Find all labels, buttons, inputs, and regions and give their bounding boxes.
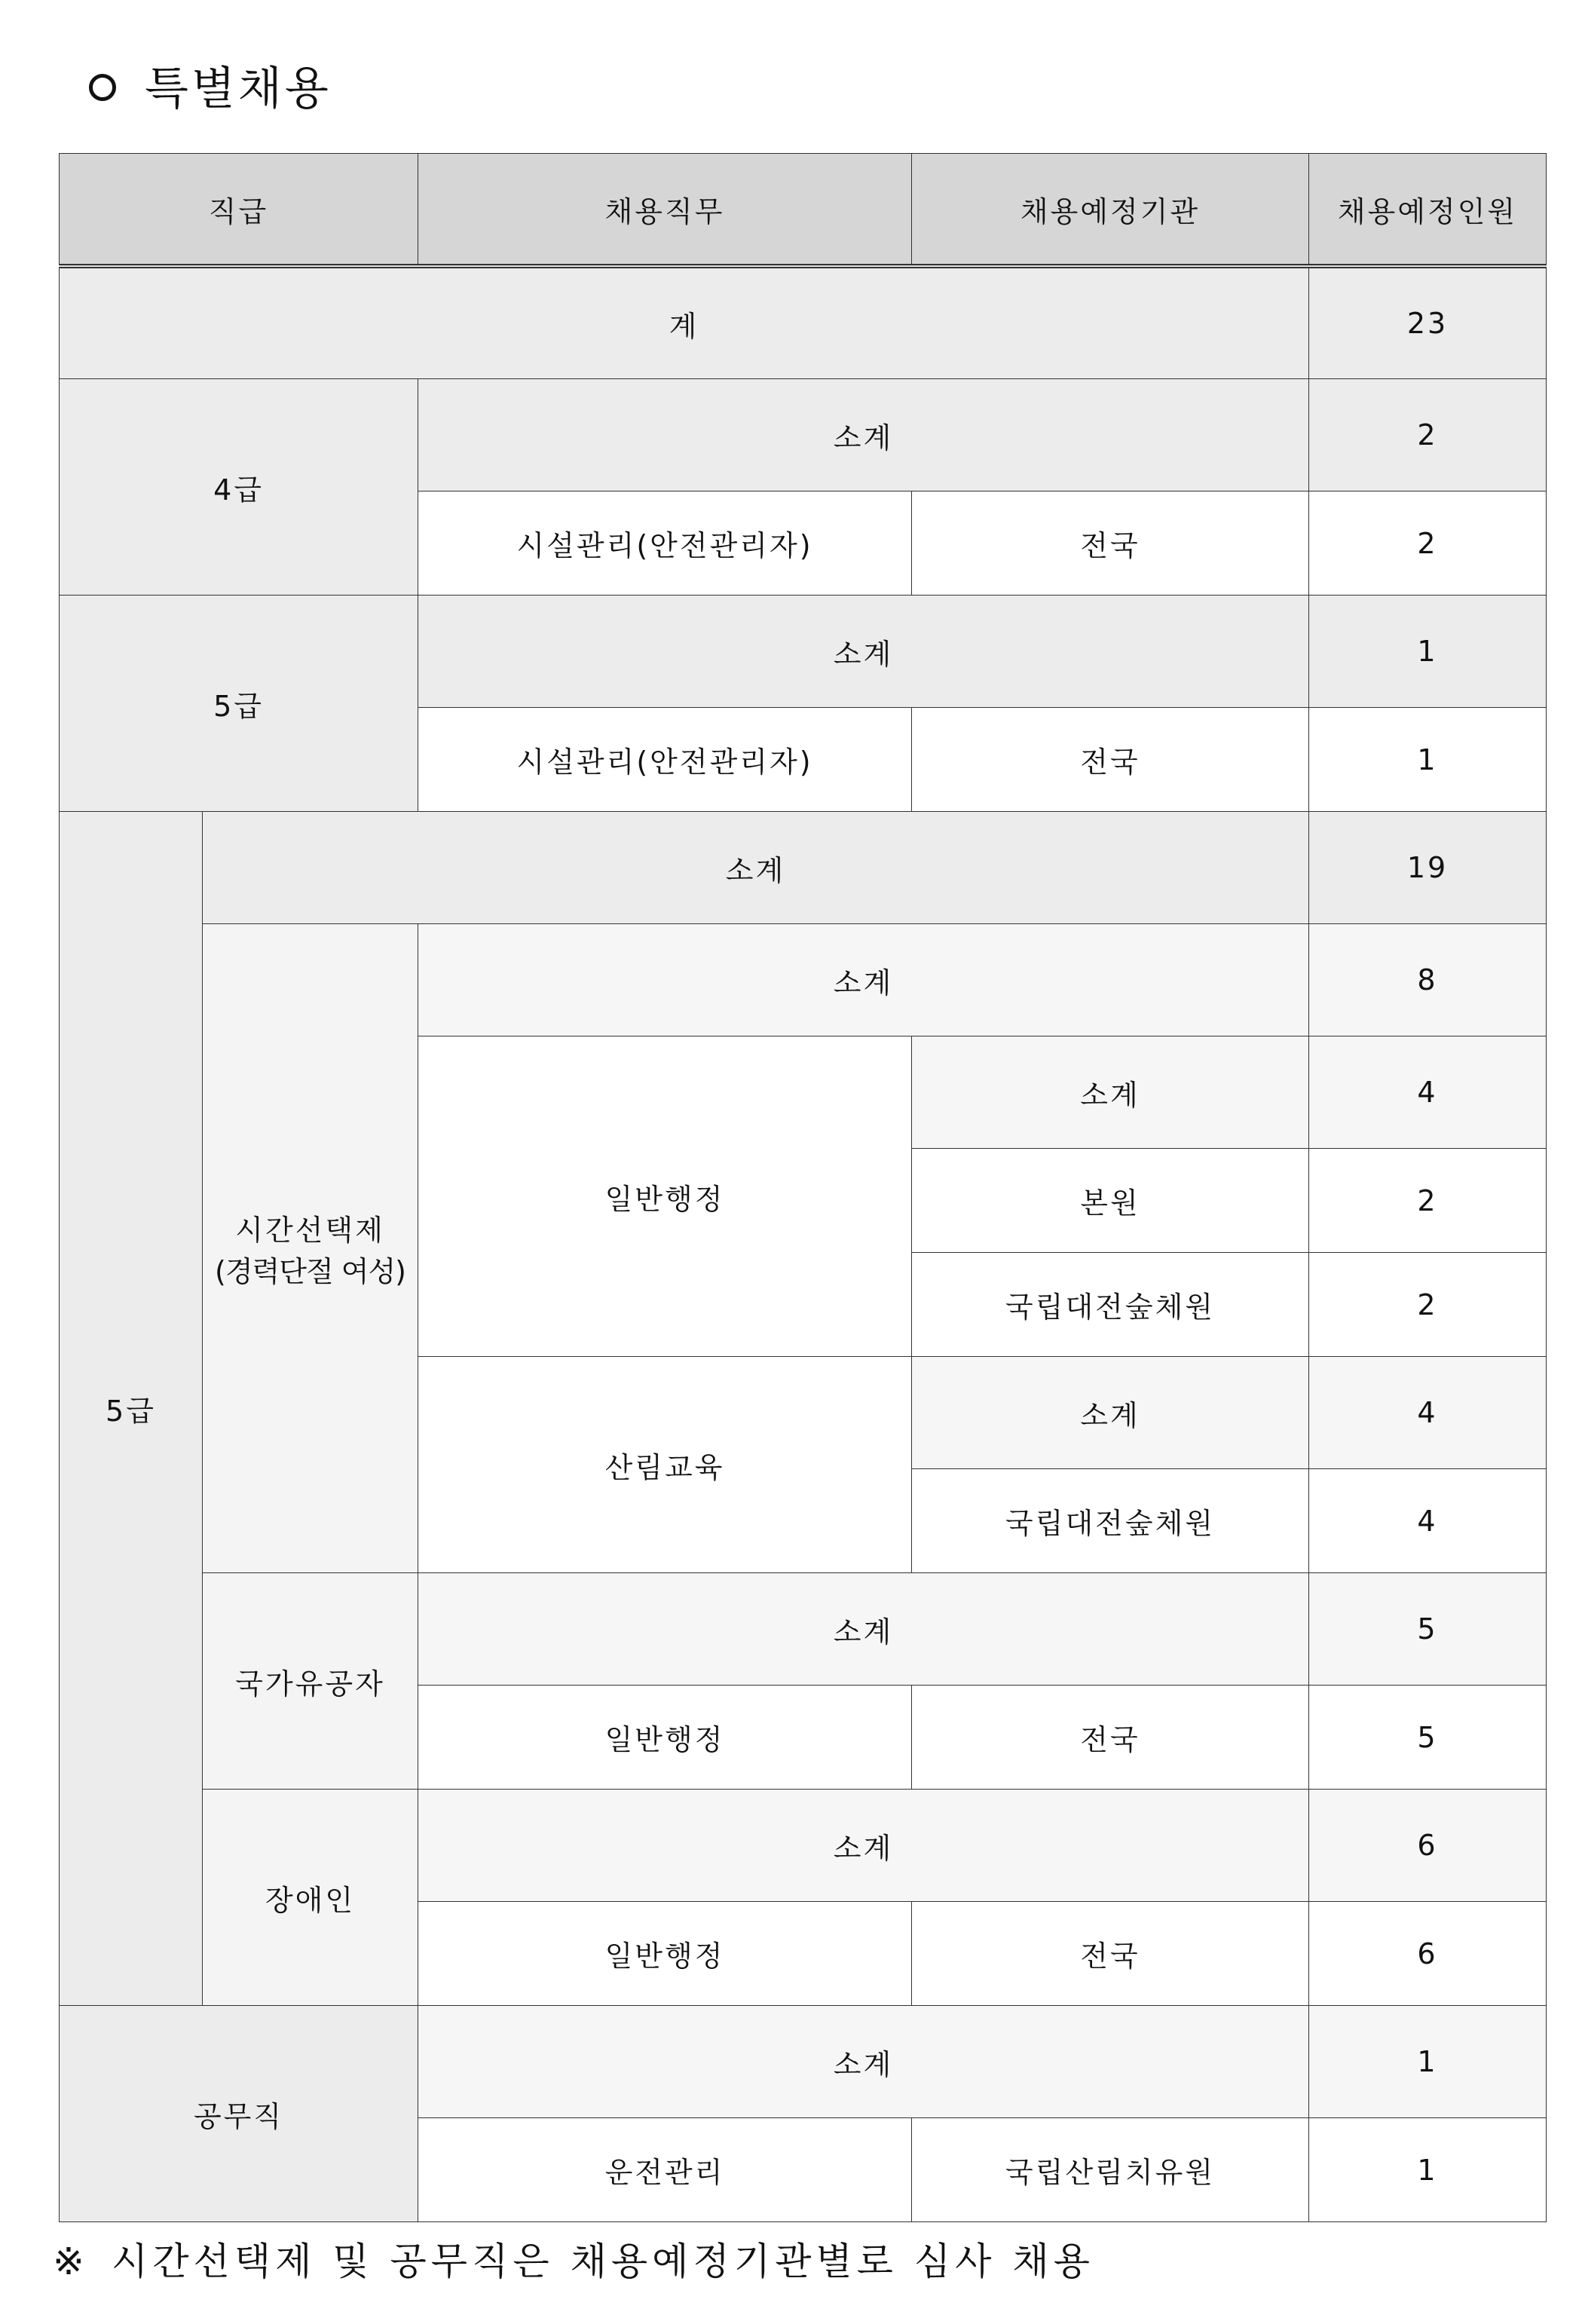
public-worker-label: 공무직 — [60, 2006, 418, 2222]
header-count: 채용예정인원 — [1309, 154, 1547, 267]
subtotal-value: 1 — [1309, 2006, 1547, 2118]
subtotal-label: 소계 — [912, 1357, 1309, 1469]
subtotal-value: 19 — [1309, 812, 1547, 924]
table-row — [60, 379, 1547, 491]
count-cell: 2 — [1309, 1253, 1547, 1357]
grade-5-label: 5급 — [60, 596, 418, 812]
subtotal-value: 5 — [1309, 1573, 1547, 1686]
table-row — [60, 2006, 1547, 2118]
table-row — [60, 1573, 1547, 1686]
subtotal-value: 1 — [1309, 596, 1547, 708]
total-label: 계 — [60, 266, 1309, 379]
footnote-text: 시간선택제 및 공무직은 채용예정기관별로 심사 채용 — [111, 2240, 1094, 2283]
footnote — [53, 2231, 1094, 2286]
table-row — [60, 1790, 1547, 1902]
count-cell: 1 — [1309, 2118, 1547, 2222]
header-grade: 직급 — [60, 154, 418, 267]
agency-cell: 국립대전숲체원 — [912, 1469, 1309, 1573]
count-cell: 4 — [1309, 1469, 1547, 1573]
subtotal-label: 소계 — [418, 924, 1309, 1036]
count-cell: 2 — [1309, 1149, 1547, 1253]
agency-cell: 국립대전숲체원 — [912, 1253, 1309, 1357]
subtotal-label: 소계 — [418, 2006, 1309, 2118]
agency-cell: 전국 — [912, 491, 1309, 596]
disabled-label: 장애인 — [203, 1790, 418, 2006]
job-cell: 운전관리 — [418, 2118, 912, 2222]
job-cell: 시설관리(안전관리자) — [418, 708, 912, 812]
count-cell: 6 — [1309, 1902, 1547, 2006]
job-cell: 일반행정 — [418, 1902, 912, 2006]
job-cell: 일반행정 — [418, 1036, 912, 1357]
veteran-label: 국가유공자 — [203, 1573, 418, 1790]
reference-mark-icon: ※ — [53, 2240, 89, 2283]
subtotal-value: 8 — [1309, 924, 1547, 1036]
section-heading — [89, 53, 332, 118]
table-header-row — [60, 154, 1547, 267]
job-cell: 시설관리(안전관리자) — [418, 491, 912, 596]
subtotal-label: 소계 — [418, 596, 1309, 708]
table-row — [60, 812, 1547, 924]
agency-cell: 전국 — [912, 1902, 1309, 2006]
header-job: 채용직무 — [418, 154, 912, 267]
count-cell: 1 — [1309, 708, 1547, 812]
agency-cell: 본원 — [912, 1149, 1309, 1253]
recruitment-table — [59, 153, 1547, 2222]
subtotal-value: 6 — [1309, 1790, 1547, 1902]
job-cell: 일반행정 — [418, 1686, 912, 1790]
circle-bullet-icon — [89, 74, 116, 101]
table-row — [60, 596, 1547, 708]
agency-cell: 국립산림치유원 — [912, 2118, 1309, 2222]
grade-4-label: 4급 — [60, 379, 418, 596]
count-cell: 5 — [1309, 1686, 1547, 1790]
subtotal-label: 소계 — [418, 1790, 1309, 1902]
time-selective-label — [203, 924, 418, 1573]
section-title: 특별채용 — [145, 63, 332, 115]
agency-cell: 전국 — [912, 1686, 1309, 1790]
subtotal-label: 소계 — [203, 812, 1309, 924]
time-selective-line1: 시간선택제 — [235, 1214, 385, 1247]
job-cell: 산림교육 — [418, 1357, 912, 1573]
time-selective-line2: (경력단절 여성) — [215, 1255, 405, 1288]
subtotal-label: 소계 — [418, 1573, 1309, 1686]
header-agency: 채용예정기관 — [912, 154, 1309, 267]
grade-5-special-label: 5급 — [60, 812, 203, 2006]
table-row — [60, 924, 1547, 1036]
subtotal-value: 4 — [1309, 1036, 1547, 1149]
total-value: 23 — [1309, 266, 1547, 379]
subtotal-value: 4 — [1309, 1357, 1547, 1469]
total-row — [60, 266, 1547, 379]
subtotal-label: 소계 — [418, 379, 1309, 491]
subtotal-value: 2 — [1309, 379, 1547, 491]
subtotal-label: 소계 — [912, 1036, 1309, 1149]
agency-cell: 전국 — [912, 708, 1309, 812]
count-cell: 2 — [1309, 491, 1547, 596]
